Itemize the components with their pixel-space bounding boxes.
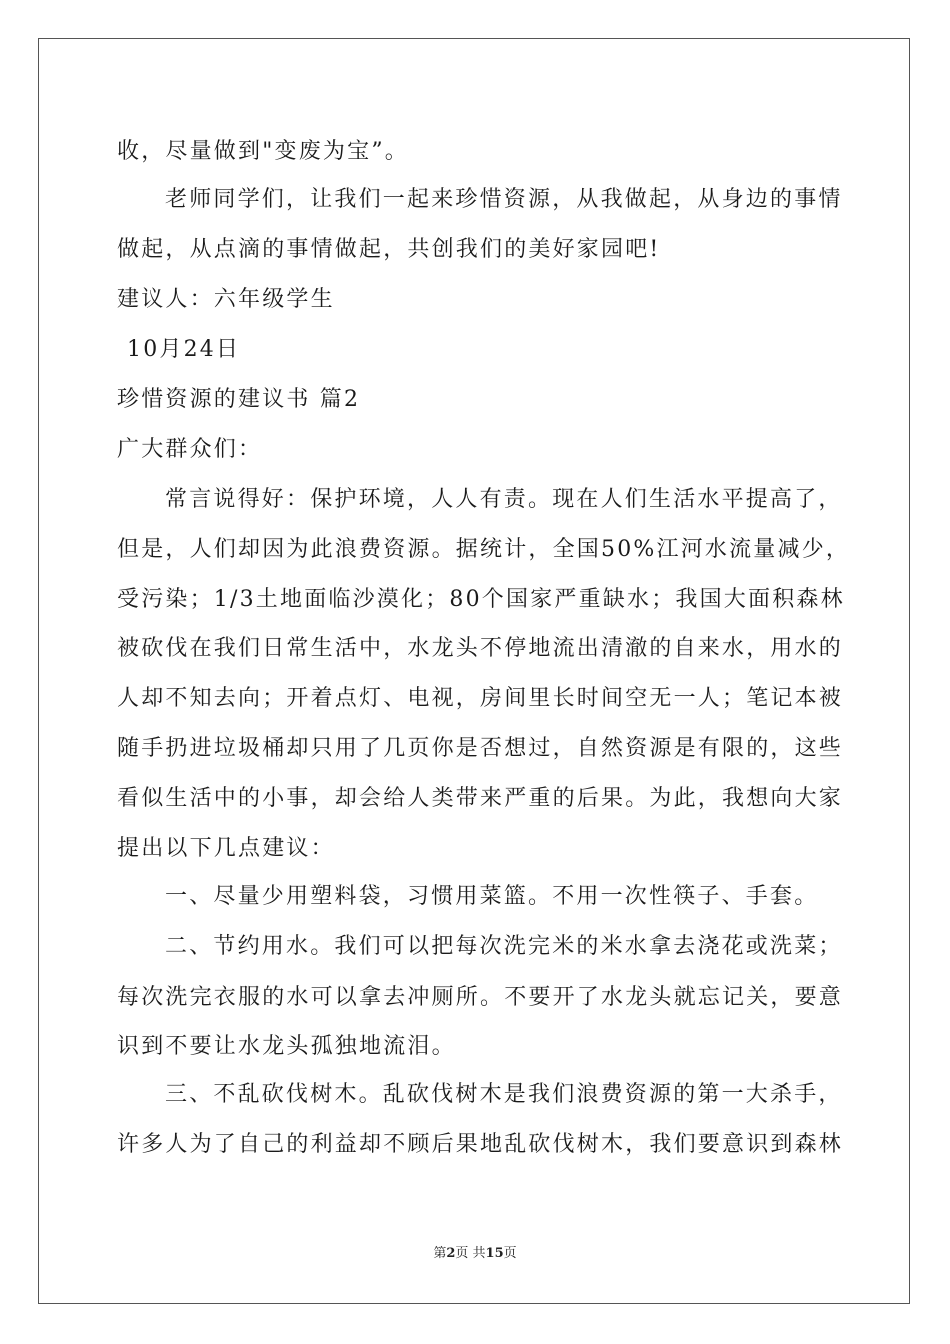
- suggestion-3: 三、不乱砍伐树木。乱砍伐树木是我们浪费资源的第一大杀手，: [165, 1082, 843, 1107]
- footer-prefix: 第: [433, 1246, 447, 1261]
- section-title: 珍惜资源的建议书 篇2: [117, 387, 361, 412]
- page-border: [38, 38, 910, 1304]
- footer-current-page: 2: [446, 1246, 456, 1261]
- text-line-12: 人却不知去向；开着点灯、电视，房间里长时间空无一人；笔记本被: [117, 686, 844, 711]
- signer-line: 建议人：六年级学生: [117, 287, 335, 312]
- text-line-1: 收，尽量做到"变废为宝”。: [117, 139, 409, 164]
- suggestion-1: 一、尽量少用塑料袋，习惯用菜篮。不用一次性筷子、手套。: [165, 884, 819, 909]
- footer-total-pages: 15: [485, 1246, 504, 1261]
- text-line-11: 被砍伐在我们日常生活中，水龙头不停地流出清澈的自来水，用水的: [117, 636, 844, 661]
- text-line-10: 受污染；1/3土地面临沙漠化；80个国家严重缺水；我国大面积森林: [117, 587, 845, 612]
- footer-suffix: 页: [503, 1246, 517, 1261]
- text-line-3: 做起，从点滴的事情做起，共创我们的美好家园吧!: [117, 237, 661, 262]
- date-line: 10月24日: [127, 337, 241, 362]
- suggestion-2: 二、节约用水。我们可以把每次洗完米的米水拿去浇花或洗菜；: [165, 934, 843, 959]
- text-line-18: 每次洗完衣服的水可以拿去冲厕所。不要开了水龙头就忘记关，要意: [117, 985, 844, 1010]
- salutation: 广大群众们：: [117, 437, 263, 462]
- text-line-9: 但是，人们却因为此浪费资源。据统计，全国50%江河水流量减少，: [117, 537, 851, 562]
- text-line-13: 随手扔进垃圾桶却只用了几页你是否想过，自然资源是有限的，这些: [117, 736, 844, 761]
- text-line-2: 老师同学们，让我们一起来珍惜资源，从我做起，从身边的事情: [165, 187, 843, 212]
- footer-mid: 页 共: [455, 1246, 486, 1261]
- text-line-19: 识到不要让水龙头孤独地流泪。: [117, 1034, 456, 1059]
- page-footer: [0, 1244, 950, 1264]
- text-line-8: 常言说得好：保护环境，人人有责。现在人们生活水平提高了，: [165, 487, 843, 512]
- text-line-14: 看似生活中的小事，却会给人类带来严重的后果。为此，我想向大家: [117, 786, 844, 811]
- text-line-21: 许多人为了自己的利益却不顾后果地乱砍伐树木，我们要意识到森林: [117, 1132, 844, 1157]
- text-line-15: 提出以下几点建议：: [117, 836, 335, 861]
